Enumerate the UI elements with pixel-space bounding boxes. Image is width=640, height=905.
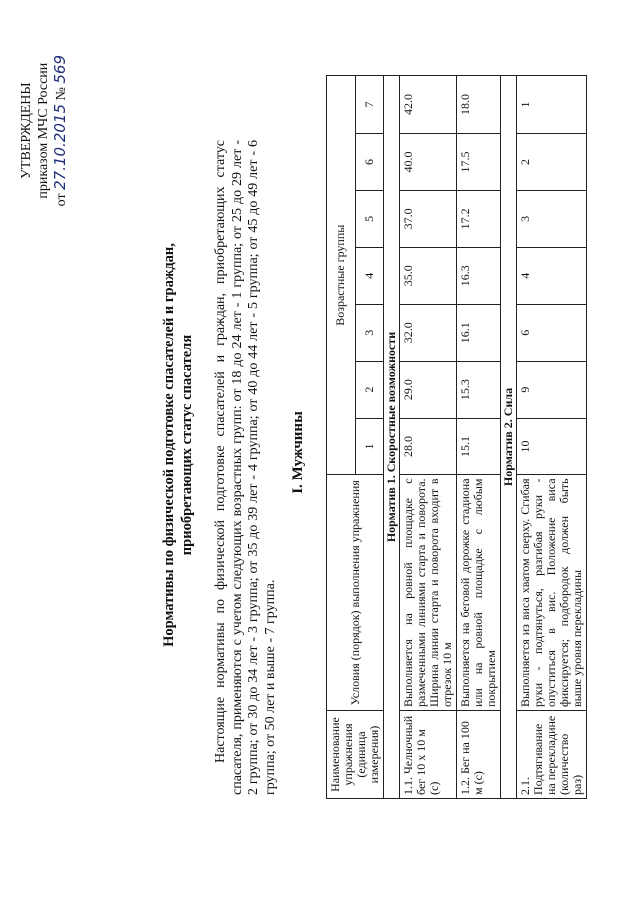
table-row (400, 76, 457, 799)
exercise-name: 1.2. Бег на 100 м (с) (457, 711, 501, 799)
exercise-conditions: Выполняется на беговой дорожке стадиона или на ровной площадке с любым покрытием (457, 475, 501, 711)
approval-number: 569 (51, 55, 69, 84)
group-value: 16.3 (457, 247, 501, 304)
section-title: I. Мужчины (290, 411, 306, 494)
approval-prefix: от (54, 193, 69, 207)
group-number: 6 (355, 134, 384, 191)
title-line-1: Нормативы по физической подготовке спасателей и граждан, (161, 243, 177, 647)
group-value: 16.1 (457, 304, 501, 361)
group-value: 3 (517, 190, 587, 247)
intro-paragraph: Настоящие нормативы по физической подготовке спасателей и граждан, приобретающих статус спасателя, применяются с учетом следующих возрастных групп: от 18 до 24 лет - 1 группа; от 25 до 29 лет - 2 группа; от 30 до 34 лет - 3 группа; от 35 до 39 лет - 4 группа; от 40 до 44 лет - 5 группа; от 45 до 49 лет - 6 группа; от 50 лет и выше - 7 группа. (213, 140, 278, 795)
group-value: 35.0 (400, 247, 457, 304)
document-title (160, 95, 196, 795)
group-value: 32.0 (400, 304, 457, 361)
group-value: 15.1 (457, 418, 501, 475)
group-value: 29.0 (400, 361, 457, 418)
norms-table (326, 75, 587, 799)
group-value: 17.5 (457, 134, 501, 191)
group-value: 15.3 (457, 361, 501, 418)
group-number: 3 (355, 304, 384, 361)
exercise-name: 1.1. Челночный бег 10 х 10 м (с) (400, 711, 457, 799)
group-value: 17.2 (457, 190, 501, 247)
group-number: 7 (355, 76, 384, 134)
header-age-groups: Возрастные группы (327, 76, 356, 475)
approval-date-line (52, 55, 70, 206)
exercise-conditions: Выполняется из виса хватом сверху. Сгибая руки - подтянуться, разгибая руки - опуститься в вис. Положение виса фиксируется; подбородок должен быть выше уровня перекладины (517, 475, 587, 711)
group-number: 5 (355, 190, 384, 247)
group-value: 2 (517, 134, 587, 191)
group-value: 10 (517, 418, 587, 475)
group-value: 37.0 (400, 190, 457, 247)
exercise-name: 2.1. Подтягивание на перекладине (количество раз) (517, 711, 587, 799)
approval-line-1: УТВЕРЖДЕНЫ (19, 82, 34, 179)
group-value: 42.0 (400, 76, 457, 134)
exercise-conditions: Выполняется на ровной площадке с размеченными линиями старта и поворота. Ширина линии старта и поворота входит в отрезок 10 м (400, 475, 457, 711)
group-value: 1 (517, 76, 587, 134)
group-number: 2 (355, 361, 384, 418)
approval-date: 27.10.2015 (51, 104, 69, 190)
group-value: 6 (517, 304, 587, 361)
group-value: 9 (517, 361, 587, 418)
group-value: 4 (517, 247, 587, 304)
approval-line-2: приказом МЧС России (36, 62, 51, 199)
header-conditions: Условия (порядок) выполнения упражнения (327, 475, 384, 711)
group-value: 28.0 (400, 418, 457, 475)
group-value: 40.0 (400, 134, 457, 191)
group-number: 1 (355, 418, 384, 475)
table-row (457, 76, 501, 799)
norm-2-title: Норматив 2. Сила (501, 76, 517, 799)
norm-1-title: Норматив 1. Скоростные возможности (384, 76, 400, 799)
approval-number-label: № (54, 87, 69, 101)
group-number: 4 (355, 247, 384, 304)
approval-stamp (18, 55, 70, 206)
title-line-2: приобретающих статус спасателя (179, 334, 195, 556)
header-exercise-name: Наименование упражнения (единица измерения) (327, 711, 384, 799)
table-row (517, 76, 587, 799)
group-value: 18.0 (457, 76, 501, 134)
